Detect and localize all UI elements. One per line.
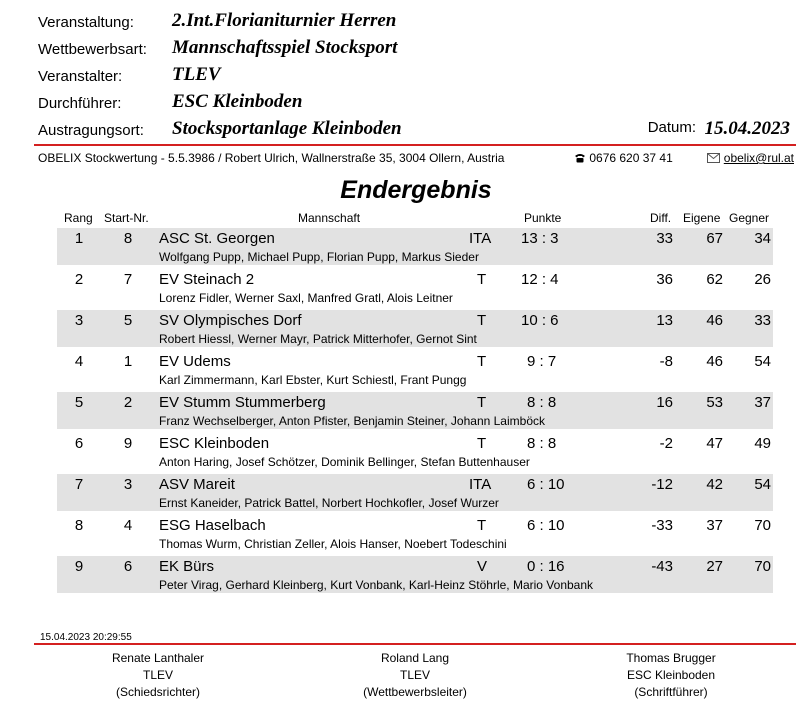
signature-role: (Wettbewerbsleiter) bbox=[363, 685, 467, 699]
cell-nation: ITA bbox=[469, 230, 492, 247]
cell-start: 8 bbox=[123, 230, 133, 247]
phone-icon bbox=[574, 153, 586, 163]
table-row bbox=[57, 351, 773, 388]
timestamp: 15.04.2023 20:29:55 bbox=[40, 632, 132, 643]
cell-punkte: 6 : 10 bbox=[527, 476, 565, 493]
table-row bbox=[57, 515, 773, 552]
cell-eigene: 27 bbox=[706, 558, 723, 575]
cell-diff: 13 bbox=[656, 312, 673, 329]
cell-diff: -8 bbox=[659, 353, 673, 370]
envelope-icon bbox=[707, 153, 720, 163]
cell-eigene: 53 bbox=[706, 394, 723, 411]
results-table bbox=[57, 228, 773, 597]
cell-eigene: 42 bbox=[706, 476, 723, 493]
cell-nation: T bbox=[477, 517, 487, 534]
header-punkte: Punkte bbox=[524, 211, 562, 225]
table-row bbox=[57, 310, 773, 347]
cell-team: EV Stumm Stummerberg bbox=[159, 394, 326, 411]
cell-team: EV Udems bbox=[159, 353, 231, 370]
info-value: 2.Int.Florianiturnier Herren bbox=[172, 10, 397, 31]
cell-start: 9 bbox=[123, 435, 133, 452]
cell-punkte: 6 : 10 bbox=[527, 517, 565, 534]
header-gegner: Gegner bbox=[729, 211, 770, 225]
divider-bottom bbox=[34, 643, 796, 645]
cell-diff: -43 bbox=[651, 558, 673, 575]
info-label: Durchführer: bbox=[38, 95, 122, 112]
cell-players: Wolfgang Pupp, Michael Pupp, Florian Pupp, Markus Sieder bbox=[159, 250, 479, 264]
cell-gegner: 49 bbox=[754, 435, 771, 452]
table-row bbox=[57, 474, 773, 511]
cell-eigene: 46 bbox=[706, 312, 723, 329]
cell-punkte: 12 : 4 bbox=[521, 271, 559, 288]
table-row bbox=[57, 433, 773, 470]
cell-players: Peter Virag, Gerhard Kleinberg, Kurt Vonbank, Karl-Heinz Stöhrle, Mario Vonbank bbox=[159, 578, 594, 592]
cell-eigene: 47 bbox=[706, 435, 723, 452]
cell-gegner: 37 bbox=[754, 394, 771, 411]
cell-punkte: 9 : 7 bbox=[527, 353, 557, 370]
cell-punkte: 8 : 8 bbox=[527, 394, 557, 411]
cell-gegner: 26 bbox=[754, 271, 771, 288]
organizer-text: OBELIX Stockwertung - 5.5.3986 / Robert Ulrich, Wallnerstraße 35, 3004 Ollern, Austria bbox=[38, 151, 505, 165]
table-row bbox=[57, 392, 773, 429]
cell-diff: 36 bbox=[656, 271, 673, 288]
info-label: Wettbewerbsart: bbox=[38, 41, 147, 58]
info-value: Stocksportanlage Kleinboden bbox=[172, 118, 402, 139]
signature-name: Roland Lang bbox=[380, 651, 450, 665]
cell-nation: T bbox=[477, 312, 487, 329]
cell-players: Lorenz Fidler, Werner Saxl, Manfred Gratl, Alois Leitner bbox=[159, 291, 453, 305]
cell-nation: V bbox=[477, 558, 488, 575]
header-diff: Diff. bbox=[650, 211, 672, 225]
cell-players: Ernst Kaneider, Patrick Battel, Norbert Hochkofler, Josef Wurzer bbox=[159, 496, 499, 510]
cell-start: 7 bbox=[123, 271, 133, 288]
cell-gegner: 70 bbox=[754, 558, 771, 575]
cell-players: Thomas Wurm, Christian Zeller, Alois Hanser, Noebert Todeschini bbox=[159, 537, 507, 551]
cell-start: 6 bbox=[123, 558, 133, 575]
cell-diff: -2 bbox=[659, 435, 673, 452]
cell-start: 3 bbox=[123, 476, 133, 493]
cell-punkte: 0 : 16 bbox=[527, 558, 565, 575]
cell-rang: 2 bbox=[74, 271, 84, 288]
datum bbox=[648, 118, 790, 140]
cell-team: EK Bürs bbox=[159, 558, 215, 575]
cell-diff: -33 bbox=[651, 517, 673, 534]
cell-rang: 1 bbox=[74, 230, 84, 247]
signature-org: TLEV bbox=[142, 668, 173, 682]
cell-gegner: 33 bbox=[754, 312, 771, 329]
header-mannschaft: Mannschaft bbox=[298, 211, 361, 225]
cell-punkte: 10 : 6 bbox=[521, 312, 559, 329]
cell-team: SV Olympisches Dorf bbox=[159, 312, 302, 329]
cell-players: Robert Hiessl, Werner Mayr, Patrick Mitterhofer, Gernot Sint bbox=[159, 332, 477, 346]
cell-nation: ITA bbox=[469, 476, 492, 493]
cell-start: 4 bbox=[123, 517, 133, 534]
cell-rang: 8 bbox=[74, 517, 84, 534]
info-row-wettbewerbsart bbox=[38, 37, 798, 64]
cell-rang: 6 bbox=[74, 435, 84, 452]
info-row-veranstaltung bbox=[38, 10, 798, 37]
signature-name: Renate Lanthaler bbox=[111, 651, 205, 665]
table-row bbox=[57, 269, 773, 306]
organizer-email bbox=[707, 151, 794, 165]
cell-start: 5 bbox=[123, 312, 133, 329]
cell-team: ESC Kleinboden bbox=[159, 435, 270, 452]
datum-label: Datum: bbox=[647, 119, 697, 136]
cell-diff: 33 bbox=[656, 230, 673, 247]
header-start-nr: Start-Nr. bbox=[104, 211, 149, 225]
info-label: Veranstalter: bbox=[38, 68, 123, 85]
table-row bbox=[57, 228, 773, 265]
cell-punkte: 13 : 3 bbox=[521, 230, 559, 247]
info-row-durchfuehrer bbox=[38, 91, 798, 118]
cell-team: ASC St. Georgen bbox=[159, 230, 275, 247]
signature-role: (Schiedsrichter) bbox=[115, 685, 201, 699]
signature-org: TLEV bbox=[399, 668, 430, 682]
cell-gegner: 54 bbox=[754, 476, 771, 493]
cell-rang: 7 bbox=[74, 476, 84, 493]
cell-team: EV Steinach 2 bbox=[159, 271, 255, 288]
info-label: Austragungsort: bbox=[38, 122, 144, 139]
signature-name: Thomas Brugger bbox=[626, 651, 716, 665]
table-row bbox=[57, 556, 773, 593]
column-headers bbox=[56, 211, 776, 227]
cell-rang: 3 bbox=[74, 312, 84, 329]
cell-eigene: 37 bbox=[706, 517, 723, 534]
cell-nation: T bbox=[477, 394, 487, 411]
cell-players: Franz Wechselberger, Anton Pfister, Benjamin Steiner, Johann Laimböck bbox=[159, 414, 545, 428]
info-row-veranstalter bbox=[38, 64, 798, 91]
cell-rang: 4 bbox=[74, 353, 84, 370]
info-value: Mannschaftsspiel Stocksport bbox=[172, 37, 398, 58]
signature-role: (Schriftführer) bbox=[634, 685, 708, 699]
info-value: ESC Kleinboden bbox=[172, 91, 303, 112]
cell-nation: T bbox=[477, 271, 487, 288]
cell-team: ASV Mareit bbox=[159, 476, 235, 493]
cell-nation: T bbox=[477, 435, 487, 452]
info-label: Veranstaltung: bbox=[38, 14, 134, 31]
cell-players: Karl Zimmermann, Karl Ebster, Kurt Schiestl, Frant Pungg bbox=[159, 373, 467, 387]
signature-schriftfuehrer bbox=[571, 650, 771, 701]
signature-schiedsrichter bbox=[58, 650, 258, 701]
divider-top bbox=[34, 144, 796, 146]
cell-gegner: 34 bbox=[754, 230, 771, 247]
organizer-phone bbox=[574, 151, 673, 165]
email-link[interactable]: obelix@rul.at bbox=[723, 151, 794, 165]
cell-punkte: 8 : 8 bbox=[527, 435, 557, 452]
datum-value: 15.04.2023 bbox=[704, 118, 790, 139]
info-value: TLEV bbox=[172, 64, 221, 85]
header-eigene: Eigene bbox=[683, 211, 721, 225]
cell-eigene: 46 bbox=[706, 353, 723, 370]
cell-gegner: 54 bbox=[754, 353, 771, 370]
signature-wettbewerbsleiter bbox=[315, 650, 515, 701]
cell-eigene: 62 bbox=[706, 271, 723, 288]
cell-gegner: 70 bbox=[754, 517, 771, 534]
cell-nation: T bbox=[477, 353, 487, 370]
cell-diff: -12 bbox=[651, 476, 673, 493]
signature-org: ESC Kleinboden bbox=[626, 668, 716, 682]
cell-rang: 9 bbox=[74, 558, 84, 575]
cell-rang: 5 bbox=[74, 394, 84, 411]
header-rang: Rang bbox=[64, 211, 93, 225]
cell-start: 1 bbox=[123, 353, 133, 370]
cell-start: 2 bbox=[123, 394, 133, 411]
page-title: Endergebnis bbox=[340, 176, 492, 204]
phone-number: 0676 620 37 41 bbox=[589, 151, 673, 165]
cell-team: ESG Haselbach bbox=[159, 517, 266, 534]
cell-diff: 16 bbox=[656, 394, 673, 411]
cell-players: Anton Haring, Josef Schötzer, Dominik Bellinger, Stefan Buttenhauser bbox=[159, 455, 530, 469]
cell-eigene: 67 bbox=[706, 230, 723, 247]
